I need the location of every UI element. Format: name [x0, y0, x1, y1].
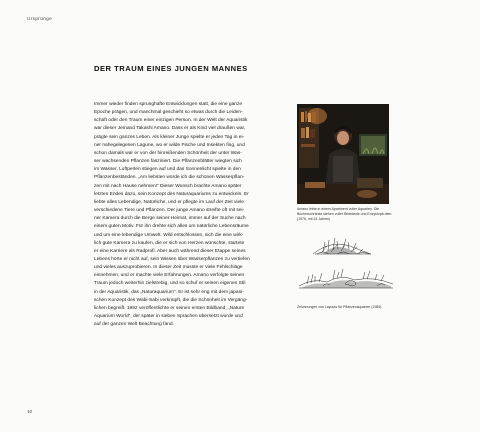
section-header-label: Ursprünge: [27, 16, 53, 21]
page-number: 10: [27, 409, 33, 414]
sketch-caption: Zeichnungen von Layouts für Pflanzenaquarien (1985): [297, 305, 382, 309]
photo-caption: Amano lebte in einem Apartment voller Aquarien. Die Bücherschränke stehen voller Bildbände und Enzyklopä-dien. (1976, mit 24 Jahren): [297, 207, 393, 222]
article-title: DER TRAUM EINES JUNGEN MANNES: [94, 64, 248, 73]
sketch-illustration: [293, 232, 403, 302]
photo-illustration: [297, 104, 389, 204]
photo-amano-apartment: [297, 104, 389, 204]
layout-sketches: [293, 232, 403, 302]
article-body-text: Immer wieder finden sprunghafte Entwicklungen statt, die eine ganze Epoche prägen, und manchmal geschieht so etwas durch die Leiden- schaft oder den Traum einer einzigen Person. In der Welt der Aquaristik war dieser Jemand Takashi Amano. Dass er als Kind viel draußen war, prägte sein ganzes Leben. Als kleiner Junge spielte er jeden Tag in ei- ner nahegelegenen Lagune, wo er wilde Fische und Insekten fing, und schon damals war er von der hinreißenden Schönheit der unter Was- ser wachsenden Pflanzen fasziniert. Die Pflanzenblätter wiegten sich im Wasser, Luftperlen stiegen auf und das Sonnenlicht spielte in den Pflanzenbeständen. „Am liebsten würde ich die schönen Wasserpflan- zen mit nach Hause nehmen!“ Dieser Wunsch brachte Amano später letzten Endes dazu, sein Konzept des Naturaquariums zu entwickeln. Er liebte alles Lebendige, Natürliche, und er pflegte im Lauf der Zeit viele verschiedene Tiere und Pflanzen. Der junge Amano streifte oft mit sei- ner Kamera durch die Berge seiner Heimat, immer auf der Suche nach einem guten Motiv. Für ihn drehte sich alles um natürliche Lebensräume und um eine lebendige Umwelt. Wild entschlossen, sich die eine wirk- lich gute Kamera zu kaufen, die er sich von Herzen wünschte, startete er eine Karriere als Radprofi. Aber auch während dieser Etappe seines Lebens hörte er nicht auf, sein Wissen über Wasserpflanzen zu vertiefen und vieles auszuprobieren. In dieser Zeit musste er viele Fehlschläge einnehmen, und er machte viele Erfahrungen. Amano verfolgte seinen Traum jedoch weiterhin zielstrebig, und so schuf er seinen eigenen Stil in der Aquaristik, das „Naturaquarium“. Er ist sehr eng mit dem japani- schen Konzept des Wabi-Sabi verknüpft, die die Schönheit im Vergäng- lichen begreift. 1992 veröffentlichte er seinen ersten Bildband, „Nature Aquarium World“, der später in sieben Sprachen übersetzt wurde und auf der ganzen Welt Beachtung fand.: [94, 102, 250, 328]
